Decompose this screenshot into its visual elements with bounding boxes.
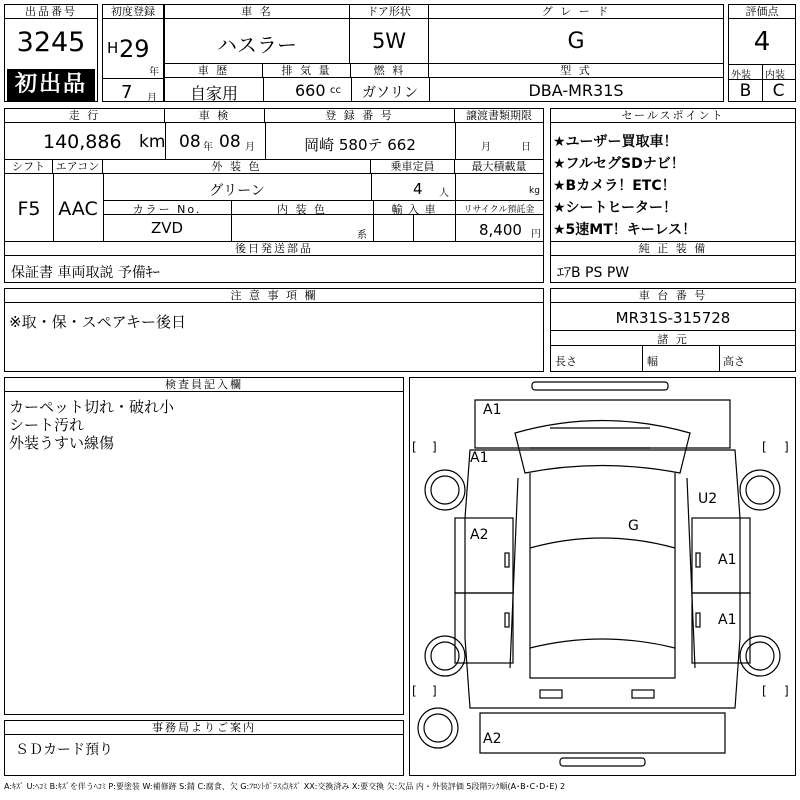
score: 4 xyxy=(753,27,771,57)
recycle-fee: 8,400 xyxy=(479,221,522,239)
plate: 岡崎 580テ 662 xyxy=(304,136,416,154)
mark-front-left: A1 xyxy=(470,450,489,466)
office-box xyxy=(4,720,404,776)
inspector-line-1: カーペット切れ・破れ小 xyxy=(9,398,175,416)
displacement-unit: cc xyxy=(330,85,341,96)
transfer-day-unit: 日 xyxy=(521,142,531,153)
later-parts: 保証書 車両取説 予備ｷｰ xyxy=(11,265,160,281)
fuel: ガソリン xyxy=(362,85,418,101)
car-name: ハスラー xyxy=(217,33,297,57)
car-name-label: 車 名 xyxy=(165,5,349,19)
shift-label: シフト xyxy=(5,160,53,174)
score-box xyxy=(728,4,796,102)
notes-box xyxy=(4,288,544,372)
genuine-box xyxy=(550,241,796,283)
legend: A:ｷｽﾞ U:ﾍｺﾐ B:ｷｽﾞを伴うﾍｺﾐ P:要塗装 W:補修跡 S:錆 C:腐食、欠 G:ﾌﾛﾝﾄｶﾞﾗｽ点ｷｽﾞ XX:交換済み X:要交換 欠:欠品 内・外装評価 5段階ﾗﾝｸ順(A･B･C･D･E) 2 xyxy=(4,782,566,791)
int-grade: C xyxy=(772,81,785,101)
office-note: ＳＤカード預り xyxy=(15,742,113,758)
notes: ※取・保・スペアキー後日 xyxy=(9,313,186,331)
grade-label: グ レ ー ド xyxy=(429,5,723,19)
ac: AAC xyxy=(58,198,98,220)
history-label: 車 歴 xyxy=(165,64,263,78)
lot-label: 出品番号 xyxy=(5,5,97,19)
grade-box xyxy=(428,4,724,64)
reg-month: 7 xyxy=(121,82,133,103)
transfer-label: 譲渡書類期限 xyxy=(455,109,543,123)
model: DBA-MR31S xyxy=(528,81,624,100)
month-unit: 月 xyxy=(147,93,157,104)
chassis-box xyxy=(550,288,796,372)
mileage-box xyxy=(4,108,544,160)
genuine-label: 純 正 装 備 xyxy=(551,242,795,256)
color-label: 外 装 色 xyxy=(103,160,371,174)
office-label: 事務局よりご案内 xyxy=(5,721,403,735)
car-name-box xyxy=(164,4,350,64)
door-type: 5W xyxy=(371,29,407,53)
mark-rear: A2 xyxy=(483,731,502,747)
notes-label: 注 意 事 項 欄 xyxy=(5,289,543,303)
genuine-equipment: ｴｱB PS PW xyxy=(557,265,630,281)
sales-point-5: ★5速MT！キーレス！ xyxy=(553,222,697,238)
car-diagram xyxy=(409,377,796,776)
length-label: 長さ xyxy=(555,355,577,368)
mark-center: G xyxy=(628,518,639,534)
capacity-label: 乗車定員 xyxy=(371,160,455,174)
interior-color-label: 内 装 色 xyxy=(277,203,327,216)
chassis-number: MR31S-315728 xyxy=(615,309,731,327)
later-parts-label: 後日発送部品 xyxy=(5,242,543,256)
inspection-label: 車 検 xyxy=(165,109,265,123)
first-reg-label: 初度登録 xyxy=(103,5,163,19)
reg-year: 29 xyxy=(119,35,150,63)
insp-month-unit: 月 xyxy=(245,142,255,153)
ext-grade: B xyxy=(739,81,752,101)
transfer-month-unit: 月 xyxy=(481,142,491,153)
inspection-month: 08 xyxy=(219,132,241,152)
inspector-box xyxy=(4,377,404,715)
mark-right-rear-door: A1 xyxy=(718,612,737,628)
bracket-left-3: [ xyxy=(412,684,417,698)
inspector-line-3: 外装うすい線傷 xyxy=(9,434,115,452)
history-row xyxy=(164,63,724,102)
door-box xyxy=(349,4,429,64)
sales-points-box xyxy=(550,108,796,242)
shift: F5 xyxy=(17,198,41,220)
bracket-left-4: [ xyxy=(762,684,767,698)
color-number: ZVD xyxy=(150,219,184,237)
mileage-label: 走 行 xyxy=(5,109,165,123)
lot-number: 3245 xyxy=(16,27,86,58)
load-label: 最大積載量 xyxy=(455,160,543,174)
interior-color-unit: 系 xyxy=(357,230,367,241)
spec-table xyxy=(4,159,544,242)
mileage: 140,886 xyxy=(43,131,122,153)
width-label: 幅 xyxy=(647,355,658,368)
inspection-year: 08 xyxy=(179,132,201,152)
bracket-left-2: [ xyxy=(762,440,767,454)
ac-label: エアコン xyxy=(53,160,103,174)
history: 自家用 xyxy=(189,84,238,103)
bracket-right-1: ] xyxy=(432,440,437,454)
bracket-left-1: [ xyxy=(412,440,417,454)
mark-left-door: A2 xyxy=(470,527,489,543)
ext-label: 外装 xyxy=(731,70,751,81)
height-label: 高さ xyxy=(723,355,745,368)
era: H xyxy=(107,39,119,57)
sales-points-label: セールスポイント xyxy=(551,109,795,123)
capacity: 4 xyxy=(413,180,423,198)
bracket-right-2: ] xyxy=(784,440,789,454)
chassis-label: 車 台 番 号 xyxy=(551,289,795,303)
inspector-label: 検査員記入欄 xyxy=(5,378,403,392)
recycle-unit: 円 xyxy=(531,229,541,240)
load-unit: kg xyxy=(529,186,540,196)
mark-right-front-door: A1 xyxy=(718,552,737,568)
first-listing-badge: 初出品 xyxy=(7,69,95,101)
model-label: 型 式 xyxy=(429,64,723,78)
color-no-label: カラー No. xyxy=(132,203,202,216)
capacity-unit: 人 xyxy=(439,188,449,199)
displacement: 660 xyxy=(295,81,326,100)
door-label: ドア形状 xyxy=(350,5,428,19)
mark-front-right: U2 xyxy=(698,491,718,507)
sales-point-1: ★ユーザー買取車！ xyxy=(553,134,678,150)
car-outline xyxy=(410,378,795,775)
year-unit: 年 xyxy=(149,67,159,78)
fuel-label: 燃 料 xyxy=(351,64,429,78)
first-registration xyxy=(102,4,164,102)
insp-year-unit: 年 xyxy=(203,142,213,153)
int-label: 内装 xyxy=(765,70,785,81)
specs-label: 諸 元 xyxy=(657,333,689,346)
recycle-label: リサイクル預託金 xyxy=(463,205,535,215)
displacement-label: 排 気 量 xyxy=(263,64,351,78)
lot-box xyxy=(4,4,98,102)
later-parts-box xyxy=(4,241,544,283)
sales-point-2: ★フルセグSDナビ！ xyxy=(553,156,685,172)
mileage-unit: km xyxy=(139,132,166,152)
sales-point-4: ★シートヒーター！ xyxy=(553,200,677,216)
import-label: 輸 入 車 xyxy=(391,203,437,216)
color: グリーン xyxy=(209,183,265,199)
bracket-right-3: ] xyxy=(432,684,437,698)
sales-point-3: ★Bカメラ！ETC！ xyxy=(553,178,676,194)
mark-hood: A1 xyxy=(483,402,502,418)
grade: G xyxy=(567,29,585,54)
plate-label: 登 録 番 号 xyxy=(265,109,455,123)
inspector-line-2: シート汚れ xyxy=(9,416,85,434)
score-label: 評価点 xyxy=(729,5,795,19)
bracket-right-4: ] xyxy=(784,684,789,698)
